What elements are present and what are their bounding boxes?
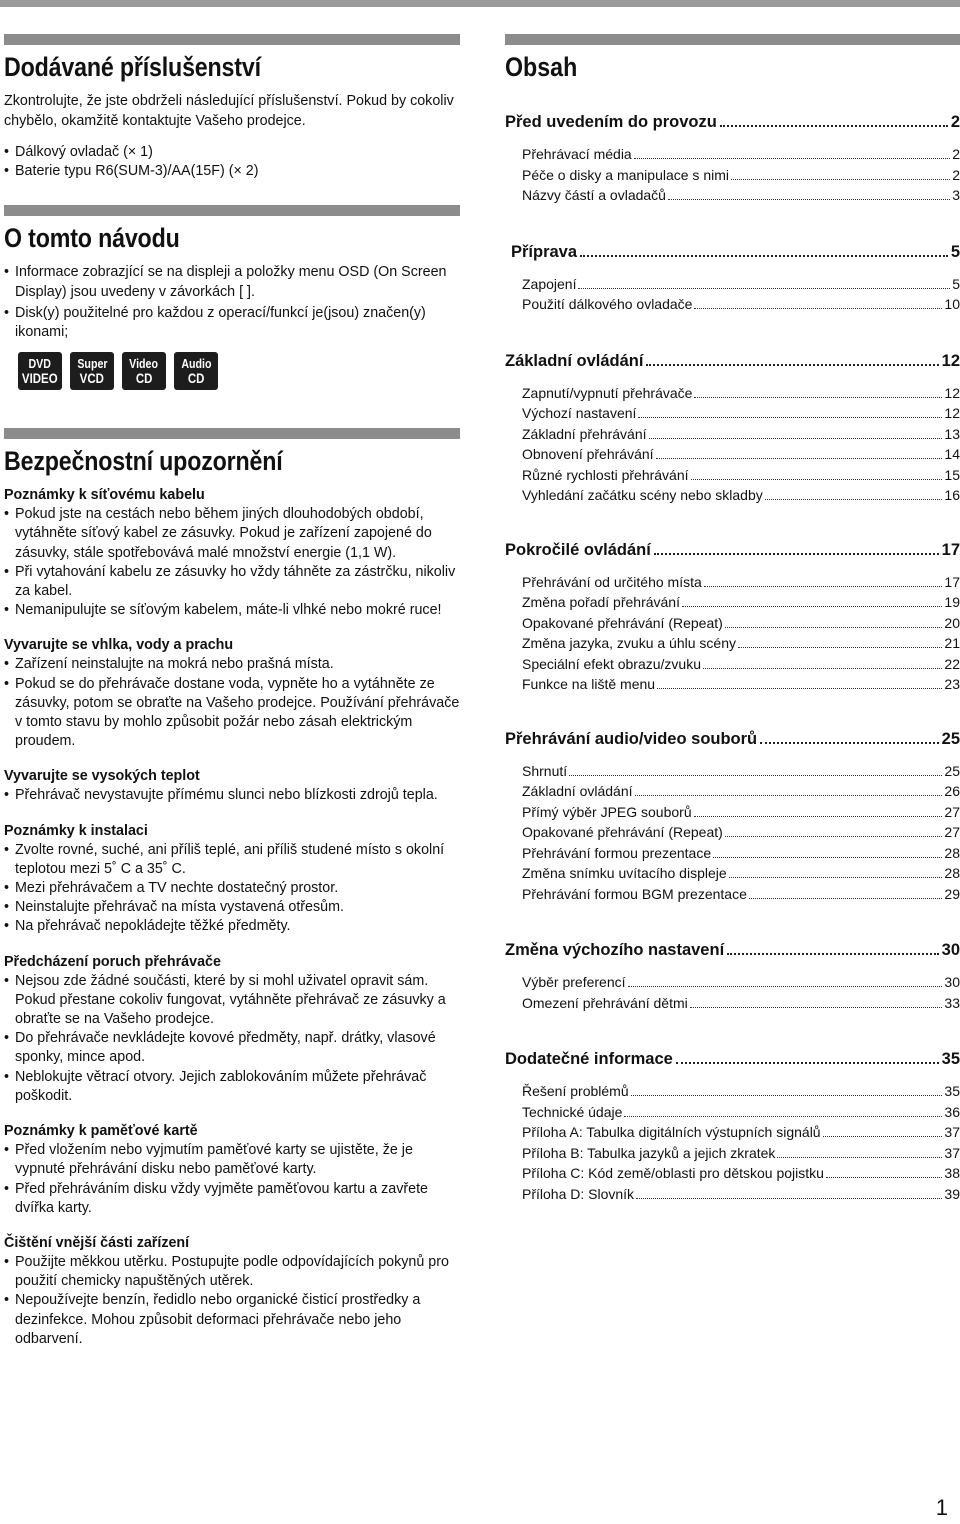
toc-item-page: 36: [944, 1103, 960, 1120]
toc-item-page: 28: [944, 844, 960, 861]
toc-item-title: Změna snímku uvítacího displeje: [522, 865, 727, 881]
toc-sections: [505, 112, 960, 1204]
toc-section-page: 30: [941, 941, 960, 959]
toc-section-title: Přehrávání audio/video souborů: [505, 729, 758, 748]
toc-item-page: 16: [944, 487, 960, 503]
safety-subheading: Vyvarujte se vysokých teplot: [4, 768, 200, 785]
toc-item: [522, 444, 960, 465]
accessories-title: Dodávané příslušenství: [4, 52, 261, 82]
safety-subheading: Čištění vnější části zařízení: [4, 1234, 190, 1251]
about-list: [4, 263, 460, 342]
toc-item-title: Technické údaje: [522, 1103, 623, 1120]
audio-cd-icon: Audio CD: [174, 352, 218, 390]
toc-items: [522, 972, 960, 1013]
list-item: • Dálkový ovladač (× 1): [4, 143, 460, 162]
toc-leader: [657, 688, 942, 689]
list-item: • Neblokujte větrací otvory. Jejich zablokováním můžete přehrávač poškodit.: [4, 1068, 460, 1106]
toc-item-title: Speciální efekt obrazu/zvuku: [522, 655, 701, 672]
toc-item-title: Shrnutí: [522, 762, 568, 779]
toc-item-title: Opakované přehrávání (Repeat): [522, 614, 723, 631]
toc-item-page: 14: [944, 446, 960, 462]
disc-icons: [18, 352, 460, 390]
toc-item: [522, 294, 960, 315]
toc-item-title: Změna jazyka, zvuku a úhlu scény: [522, 635, 736, 651]
toc-leader: [729, 877, 943, 878]
toc-item-title: Obnovení přehrávání: [522, 446, 654, 462]
toc-item: [522, 972, 960, 993]
safety-subheading: Předcházení poruch přehrávače: [4, 953, 221, 970]
toc-item-title: Změna pořadí přehrávání: [522, 594, 680, 610]
toc-section-page: 12: [941, 351, 960, 370]
toc-item-title: Funkce na liště menu: [522, 676, 656, 692]
toc-item: [522, 884, 960, 905]
toc-item-page: 10: [944, 296, 960, 312]
toc-item-page: 22: [944, 655, 960, 672]
toc-item: [522, 485, 960, 506]
list-item: • Zařízení neinstalujte na mokrá nebo prašná místa.: [4, 655, 460, 674]
toc-leader: [826, 1177, 942, 1178]
toc-items: [522, 144, 960, 206]
toc-items: [522, 383, 960, 506]
toc-items: [522, 1081, 960, 1204]
toc-section-page: 35: [941, 1050, 960, 1068]
safety-list: [4, 972, 460, 1106]
toc-item-page: 15: [944, 466, 960, 483]
toc-item-page: 27: [944, 824, 960, 840]
toc-item-page: 28: [944, 865, 960, 881]
toc-leader: [668, 199, 950, 200]
toc-section-entry: [505, 112, 960, 132]
toc-section-title: Příprava: [511, 242, 578, 261]
toc-item-page: 27: [944, 803, 960, 820]
top-rule: [0, 0, 960, 7]
section-bar: [4, 428, 460, 439]
toc-item: [522, 654, 960, 675]
toc-leader: [580, 255, 948, 257]
toc-leader: [738, 647, 942, 648]
toc-leader: [727, 953, 938, 955]
toc-leader: [731, 179, 950, 180]
super-vcd-icon: Super VCD: [70, 352, 114, 390]
safety-list: [4, 1253, 460, 1349]
list-item: • Před přehráváním disku vždy vyjměte paměťovou kartu a zavřete dvířka karty.: [4, 1180, 460, 1218]
toc-item-page: 33: [944, 994, 960, 1011]
safety-subheading: Poznámky k paměťové kartě: [4, 1123, 198, 1140]
toc-leader: [691, 479, 943, 480]
toc-item: [522, 843, 960, 864]
toc-item: [522, 383, 960, 404]
toc-leader: [654, 553, 939, 555]
toc-leader: [694, 816, 943, 817]
toc-item-page: 37: [944, 1124, 960, 1140]
safety-subheading: Poznámky k instalaci: [4, 822, 148, 839]
toc-leader: [646, 364, 938, 366]
toc-item: [522, 613, 960, 634]
toc-items: [522, 274, 960, 315]
toc-item-title: Péče o disky a manipulace s nimi: [522, 166, 729, 183]
list-item: • Nepoužívejte benzín, ředidlo nebo organické čisticí prostředky a dezinfekce. Mohou způsobit deformaci přehrávače nebo jeho odbarvení.: [4, 1291, 460, 1349]
toc-item-title: Příloha D: Slovník: [522, 1185, 635, 1202]
toc-item: [522, 822, 960, 843]
safety-list: [4, 786, 460, 805]
toc-leader: [656, 458, 943, 459]
page-number: 1: [935, 1495, 948, 1520]
toc-section-page: 25: [941, 729, 960, 748]
toc-leader: [760, 742, 939, 744]
about-title: O tomto návodu: [4, 223, 180, 254]
toc-item-page: 37: [944, 1144, 960, 1161]
toc-item-title: Vyhledání začátku scény nebo skladby: [522, 487, 763, 503]
safety-list: [4, 841, 460, 937]
toc-leader: [636, 1198, 942, 1199]
toc-item-page: 17: [944, 573, 960, 590]
accessories-intro: Zkontrolujte, že jste obdrželi následující příslušenství. Pokud by cokoliv chybělo, okamžitě kontaktujte Vašeho prodejce.: [4, 93, 454, 129]
toc-leader: [569, 775, 942, 776]
list-item: • Disk(y) použitelné pro každou z operací/funkcí je(jsou) značen(y) ikonami;: [4, 304, 460, 342]
toc-item: [522, 1163, 960, 1184]
toc-section-page: 17: [941, 540, 960, 559]
toc-leader: [694, 308, 942, 309]
list-item: • Neinstalujte přehrávač na místa vystavená otřesům.: [4, 898, 460, 917]
toc-item-page: 26: [944, 783, 960, 799]
toc-item-title: Řešení problémů: [522, 1083, 629, 1099]
safety-title: Bezpečnostní upozornění: [4, 446, 283, 477]
toc-item-page: 21: [944, 635, 960, 651]
toc-item-page: 5: [952, 275, 960, 292]
safety-list: [4, 655, 460, 751]
toc-item-page: 12: [944, 384, 960, 401]
section-bar: [4, 34, 460, 45]
toc-item-title: Příloha C: Kód země/oblasti pro dětskou pojistku: [522, 1165, 824, 1181]
toc-leader: [628, 986, 943, 987]
toc-leader: [777, 1157, 942, 1158]
toc-item: [522, 274, 960, 295]
toc-item: [522, 1122, 960, 1143]
toc-section-title: Dodatečné informace: [505, 1050, 673, 1068]
toc-leader: [578, 288, 950, 289]
safety-list: [4, 1141, 460, 1218]
toc-section-entry: [505, 540, 960, 560]
toc-item-title: Základní přehrávání: [522, 425, 647, 442]
toc-item-title: Příloha B: Tabulka jazyků a jejich zkratek: [522, 1144, 776, 1161]
toc-leader: [634, 158, 950, 159]
toc-item: [522, 592, 960, 613]
toc-leader: [676, 1062, 939, 1064]
toc-leader: [624, 1116, 942, 1117]
toc-leader: [713, 857, 942, 858]
toc-item-page: 29: [944, 885, 960, 902]
accessories-list: [4, 143, 460, 181]
toc-item-page: 35: [944, 1083, 960, 1099]
toc-leader: [725, 627, 943, 628]
toc-item-title: Příloha A: Tabulka digitálních výstupních signálů: [522, 1124, 821, 1140]
toc-section-entry: [505, 351, 960, 371]
toc-item: [522, 802, 960, 823]
section-bar: [505, 34, 960, 45]
list-item: • Nejsou zde žádné součásti, které by si mohl uživatel opravit sám. Pokud přestane cokoliv fungovat, vytáhněte přehrávač ze zásuvky a obraťte se na Vašeho prodejce.: [4, 972, 460, 1030]
toc-section-title: Před uvedením do provozu: [505, 113, 717, 131]
toc-leader: [704, 586, 943, 587]
list-item: • Do přehrávače nevkládejte kovové předměty, např. drátky, vlasové sponky, mince apod.: [4, 1029, 460, 1067]
toc-item: [522, 144, 960, 165]
section-bar: [4, 205, 460, 216]
toc-item: [522, 424, 960, 445]
toc-item: [522, 1102, 960, 1123]
toc-section-entry: [505, 940, 960, 960]
toc-section-entry: [505, 729, 960, 749]
toc-items: [522, 572, 960, 695]
toc-item-page: 19: [944, 594, 960, 610]
safety-subheading: Poznámky k síťovému kabelu: [4, 487, 205, 504]
toc-item: [522, 572, 960, 593]
left-column: [4, 34, 460, 1349]
list-item: • Použijte měkkou utěrku. Postupujte podle odpovídajících pokynů pro použití chemicky napuštěných utěrek.: [4, 1253, 460, 1291]
toc-item: [522, 781, 960, 802]
toc-item: [522, 674, 960, 695]
list-item: • Zvolte rovné, suché, ani příliš teplé, ani příliš studené místo s okolní teplotou mezi 5˚ C a 35˚ C.: [4, 841, 460, 879]
toc-item: [522, 1081, 960, 1102]
toc-item: [522, 633, 960, 654]
toc-section-entry: [505, 242, 960, 262]
toc-leader: [649, 438, 943, 439]
toc-section-title: Základní ovládání: [505, 351, 644, 370]
toc-leader: [682, 606, 942, 607]
toc-item-title: Základní ovládání: [522, 783, 633, 799]
toc-column: [505, 34, 960, 1204]
list-item: • Nemanipulujte se síťovým kabelem, máte-li vlhké nebo mokré ruce!: [4, 601, 460, 620]
toc-leader: [823, 1136, 943, 1137]
toc-item-page: 38: [944, 1165, 960, 1181]
toc-item-title: Přehrávání formou BGM prezentace: [522, 885, 747, 902]
toc-item-page: 39: [944, 1185, 960, 1202]
toc-section-entry: [505, 1049, 960, 1069]
toc-section-page: 5: [950, 242, 960, 261]
toc-leader: [703, 668, 942, 669]
toc-section-title: Pokročilé ovládání: [505, 540, 651, 559]
toc-item: [522, 993, 960, 1014]
toc-item-title: Různé rychlosti přehrávání: [522, 466, 689, 483]
toc-item-page: 2: [952, 166, 960, 183]
toc-leader: [694, 397, 942, 398]
toc-item-page: 13: [944, 425, 960, 442]
toc-item: [522, 465, 960, 486]
safety-subheading: Vyvarujte se vhlka, vody a prachu: [4, 637, 234, 654]
toc-leader: [631, 1095, 943, 1096]
list-item: • Přehrávač nevystavujte přímému slunci nebo blízkosti zdrojů tepla.: [4, 786, 460, 805]
toc-item-title: Výchozí nastavení: [522, 405, 637, 421]
toc-item-title: Omezení přehrávání dětmi: [522, 994, 688, 1011]
list-item: • Před vložením nebo vyjmutím paměťové karty se ujistěte, že je vypnuté přehrávání disku nebo paměťové karty.: [4, 1141, 460, 1179]
toc-leader: [690, 1007, 943, 1008]
toc-item: [522, 1184, 960, 1205]
list-item: • Mezi přehrávačem a TV nechte dostatečný prostor.: [4, 879, 460, 898]
toc-item-title: Zapojení: [522, 275, 577, 292]
toc-item-page: 3: [952, 187, 960, 203]
toc-item-title: Přehrávání formou prezentace: [522, 844, 712, 861]
toc-item-title: Výběr preferencí: [522, 974, 626, 990]
toc-items: [522, 761, 960, 905]
toc-item-title: Zapnutí/vypnutí přehrávače: [522, 384, 693, 401]
toc-item-page: 12: [944, 405, 960, 421]
toc-item: [522, 1143, 960, 1164]
safety-groups: [4, 486, 460, 1349]
toc-item: [522, 761, 960, 782]
toc-leader: [638, 417, 942, 418]
toc-item-page: 25: [944, 762, 960, 779]
toc-item-page: 30: [944, 974, 960, 990]
toc-title: Obsah: [505, 52, 578, 82]
toc-item-page: 23: [944, 676, 960, 692]
safety-list: [4, 505, 460, 620]
toc-leader: [720, 125, 948, 127]
list-item: • Informace zobrazjící se na displeji a položky menu OSD (On Screen Display) jsou uvedeny v závorkách [ ].: [4, 263, 460, 301]
toc-item: [522, 185, 960, 206]
toc-leader: [635, 795, 943, 796]
toc-section-title: Změna výchozího nastavení: [505, 941, 725, 959]
toc-section-page: 2: [950, 113, 960, 131]
toc-item-page: 20: [944, 614, 960, 631]
list-item: • Pokud jste na cestách nebo během jiných dlouhodobých období, vytáhněte síťový kabel ze zásuvky. Pokud je zařízení zapojené do zásuvky, stále spotřebovává malé množství energie (1,1 W).: [4, 505, 460, 563]
list-item: • Pokud se do přehrávače dostane voda, vypněte ho a vytáhněte ze zásuvky, potom se obraťte na Vašeho prodejce. Používání přehrávače v tomto stavu by mohlo způsobit požár nebo zásah elektrickým proudem.: [4, 675, 460, 752]
toc-leader: [765, 499, 943, 500]
toc-item-title: Názvy částí a ovladačů: [522, 187, 666, 203]
list-item: • Baterie typu R6(SUM-3)/AA(15F) (× 2): [4, 162, 460, 181]
toc-item-title: Přímý výběr JPEG souborů: [522, 803, 692, 820]
toc-item-page: 2: [952, 146, 960, 162]
list-item: • Na přehrávač nepokládejte těžké předměty.: [4, 917, 460, 936]
toc-item-title: Opakované přehrávání (Repeat): [522, 824, 723, 840]
toc-item: [522, 863, 960, 884]
list-item: • Při vytahování kabelu ze zásuvky ho vždy táhněte za zástrčku, nikoliv za kabel.: [4, 563, 460, 601]
dvd-video-icon: DVD VIDEO: [18, 352, 62, 390]
toc-leader: [749, 898, 943, 899]
toc-item-title: Přehrávání od určitého místa: [522, 573, 702, 590]
toc-item: [522, 165, 960, 186]
toc-leader: [725, 836, 943, 837]
toc-item: [522, 403, 960, 424]
toc-item-title: Přehrávací média: [522, 146, 632, 162]
video-cd-icon: Video CD: [122, 352, 166, 390]
toc-item-title: Použití dálkového ovladače: [522, 296, 693, 312]
